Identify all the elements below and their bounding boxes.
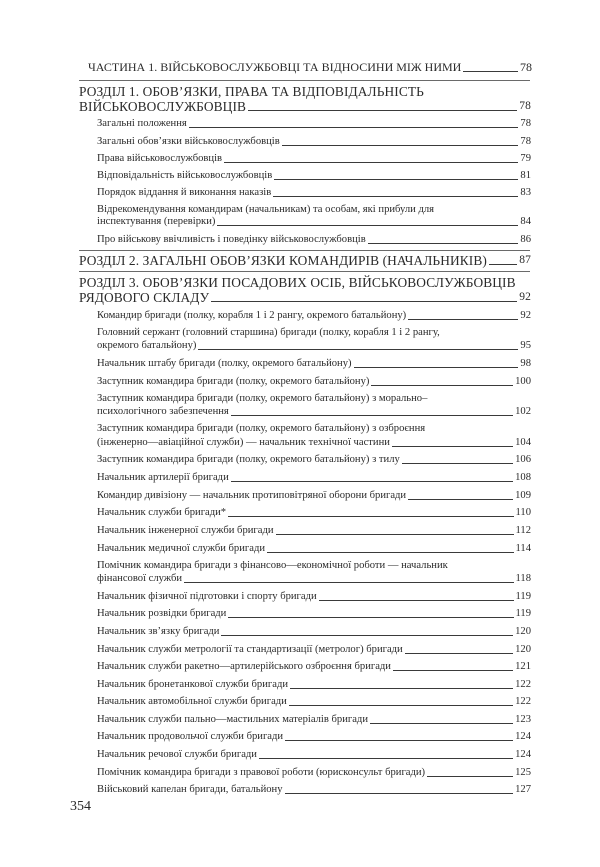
toc-item: Начальник інженерної служби бригади 112 (97, 525, 531, 536)
dot-leader (285, 793, 514, 794)
toc-item-line1: Заступник командира бригади (полку, окремого батальйону) з озброєння (97, 423, 426, 434)
dot-leader (184, 582, 513, 583)
toc-section-heading-line1: РОЗДІЛ 1. ОБОВ’ЯЗКИ, ПРАВА ТА ВІДПОВІДАЛЬНІСТЬ (79, 84, 424, 99)
dot-leader (211, 301, 517, 302)
toc-item: Військовий капелан бригади, батальйону 127 (97, 784, 531, 795)
toc-item: Начальник речової служби бригади 124 (97, 749, 531, 760)
toc-item: Начальник служби бригади* 110 (97, 507, 531, 518)
dot-leader (392, 446, 513, 447)
dot-leader (273, 196, 518, 197)
dot-leader (224, 162, 518, 163)
dot-leader (354, 367, 519, 368)
section-divider (79, 271, 530, 272)
toc-item: інспектування (перевірки) 84 (97, 216, 531, 227)
toc-item-line1: Головний сержант (головний старшина) бригади (полку, корабля 1 і 2 рангу, (97, 327, 440, 338)
dot-leader (489, 264, 517, 265)
toc-item: Заступник командира бригади (полку, окремого батальйону) з тилу 106 (97, 454, 531, 465)
toc-section-entry (79, 290, 531, 305)
toc-section-title: РОЗДІЛ 2. ЗАГАЛЬНІ ОБОВ’ЯЗКИ КОМАНДИРІВ (НАЧАЛЬНИКІВ) (79, 253, 487, 268)
toc-item: Начальник розвідки бригади 119 (97, 608, 531, 619)
dot-leader (228, 516, 513, 517)
toc-section-entry (79, 99, 531, 114)
toc-item: Начальник служби метрології та стандартизації (метролог) бригади 120 (97, 644, 531, 655)
dot-leader (282, 145, 519, 146)
toc-item: Начальник штабу бригади (полку, окремого батальйону) 98 (97, 358, 531, 369)
toc-item: Начальник зв’язку бригади 120 (97, 626, 531, 637)
toc-item: Начальник фізичної підготовки і спорту бригади 119 (97, 591, 531, 602)
dot-leader (217, 225, 518, 226)
toc-item-line1: Відрекомендування командирам (начальникам) та особам, які прибули для (97, 204, 435, 215)
dot-leader (198, 349, 518, 350)
toc-item: фінансової служби 118 (97, 573, 531, 584)
toc-section-entry (79, 253, 531, 268)
toc-item: окремого батальйону) 95 (97, 340, 531, 351)
dot-leader (463, 71, 518, 72)
toc-section-title: РЯДОВОГО СКЛАДУ (79, 290, 210, 305)
section-divider (79, 80, 530, 81)
dot-leader (427, 776, 513, 777)
section-divider (79, 250, 530, 251)
toc-item: Помічник командира бригади з правової роботи (юрисконсульт бригади) 125 (97, 767, 531, 778)
dot-leader (402, 463, 513, 464)
toc-item: Загальні обов’язки військовослужбовців 78 (97, 136, 531, 147)
toc-page-ref: 78 (520, 60, 532, 74)
toc-item: Начальник автомобільної служби бригади 122 (97, 696, 531, 707)
toc-part-title: ЧАСТИНА 1. ВІЙСЬКОВОСЛУЖБОВЦІ ТА ВІДНОСИНИ МІЖ НИМИ (88, 60, 462, 74)
dot-leader (290, 688, 513, 689)
dot-leader (228, 617, 513, 618)
toc-item: Відповідальність військовослужбовців 81 (97, 170, 531, 181)
toc-item: Начальник продовольчої служби бригади 124 (97, 731, 531, 742)
toc-item-line1: Заступник командира бригади (полку, окремого батальйону) з морально– (97, 393, 428, 404)
toc-section-title: ВІЙСЬКОВОСЛУЖБОВЦІВ (79, 99, 247, 114)
toc-item-line1: Помічник командира бригади з фінансово—економічної роботи — начальник (97, 560, 448, 571)
dot-leader (285, 740, 513, 741)
dot-leader (259, 758, 513, 759)
dot-leader (370, 723, 513, 724)
toc-part-entry (88, 60, 532, 75)
dot-leader (189, 127, 519, 128)
toc-page-ref: 87 (519, 254, 531, 266)
toc-item: Порядок віддання й виконання наказів 83 (97, 187, 531, 198)
toc-item: Начальник медичної служби бригади 114 (97, 543, 531, 554)
toc-page-ref: 78 (519, 100, 531, 112)
toc-item: Командир бригади (полку, корабля 1 і 2 рангу, окремого батальйону) 92 (97, 310, 531, 321)
toc-item: Начальник служби пально—мастильних матеріалів бригади 123 (97, 714, 531, 725)
toc-item: Загальні положення 78 (97, 118, 531, 129)
toc-item: (інженерно—авіаційної служби) — начальник технічної частини 104 (97, 437, 531, 448)
dot-leader (408, 499, 513, 500)
dot-leader (248, 110, 517, 111)
toc-section-heading-line1: РОЗДІЛ 3. ОБОВ’ЯЗКИ ПОСАДОВИХ ОСІБ, ВІЙСЬКОВОСЛУЖБОВЦІВ (79, 275, 516, 290)
dot-leader (289, 705, 513, 706)
toc-page-ref: 92 (519, 291, 531, 303)
dot-leader (221, 635, 513, 636)
toc-item: Командир дивізіону — начальник протиповітряної оборони бригади 109 (97, 490, 531, 501)
dot-leader (276, 534, 514, 535)
toc-item: психологічного забезпечення 102 (97, 406, 531, 417)
dot-leader (231, 415, 513, 416)
toc-item: Начальник артилерії бригади 108 (97, 472, 531, 483)
toc-item: Начальник бронетанкової служби бригади 122 (97, 679, 531, 690)
toc-item: Про військову ввічливість і поведінку військовослужбовців 86 (97, 234, 531, 245)
page-number: 354 (70, 799, 91, 814)
dot-leader (267, 552, 513, 553)
dot-leader (368, 243, 519, 244)
dot-leader (408, 319, 518, 320)
dot-leader (393, 670, 513, 671)
toc-item: Заступник командира бригади (полку, окремого батальйону) 100 (97, 376, 531, 387)
dot-leader (231, 481, 513, 482)
toc-item: Права військовослужбовців 79 (97, 153, 531, 164)
dot-leader (405, 653, 513, 654)
toc-item: Начальник служби ракетно—артилерійського озброєння бригади 121 (97, 661, 531, 672)
dot-leader (274, 179, 518, 180)
dot-leader (319, 600, 514, 601)
dot-leader (371, 385, 513, 386)
